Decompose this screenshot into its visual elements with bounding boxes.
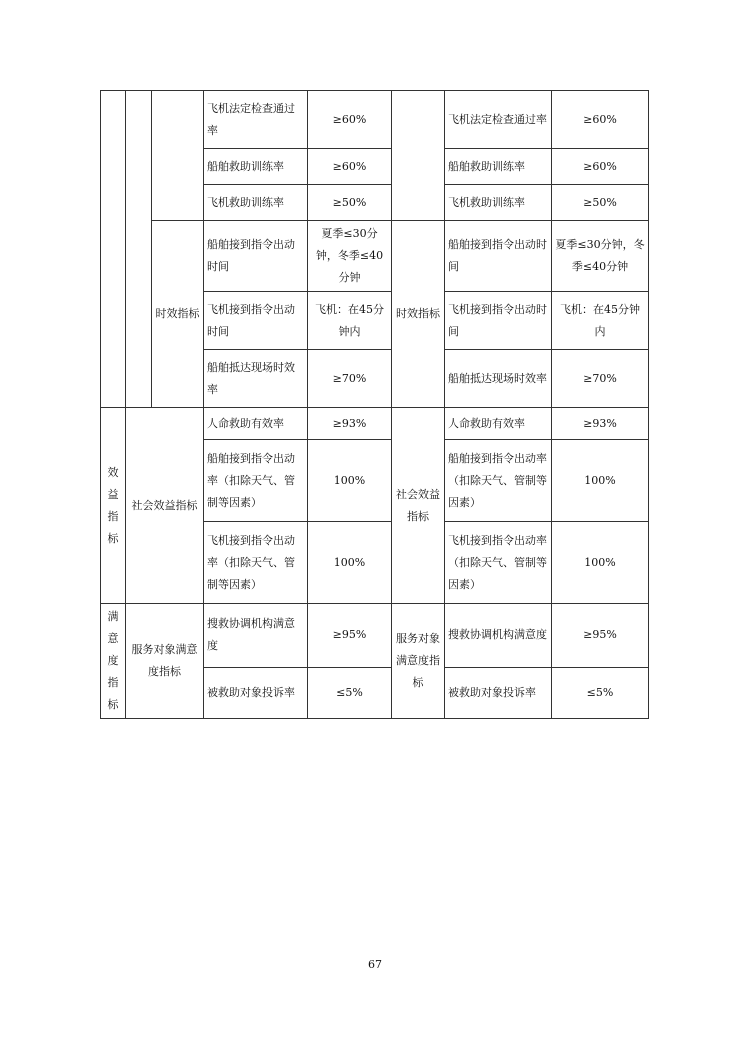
performance-indicator-table	[100, 90, 649, 719]
indicator-value-right: ≥60%	[552, 149, 649, 185]
timeliness-category-right: 时效指标	[392, 221, 445, 408]
blank-cell	[152, 91, 204, 221]
indicator-value-right: ≥60%	[552, 91, 649, 149]
indicator-value-right: 100%	[552, 440, 649, 522]
indicator-name-right: 船舶接到指令出动时间	[445, 221, 552, 292]
indicator-value-left: 飞机：在45分钟内	[308, 292, 392, 350]
social-category-left: 社会效益指标	[126, 408, 204, 604]
indicator-value-right: ≥70%	[552, 350, 649, 408]
indicator-value-right: 飞机：在45分钟内	[552, 292, 649, 350]
indicator-name-right: 船舶接到指令出动率（扣除天气、管制等因素）	[445, 440, 552, 522]
blank-cell	[101, 91, 126, 408]
indicator-value-right: 夏季≤30分钟，冬季≤40分钟	[552, 221, 649, 292]
indicator-value-left: ≥70%	[308, 350, 392, 408]
blank-cell	[392, 91, 445, 221]
indicator-name-right: 搜救协调机构满意度	[445, 604, 552, 668]
indicator-name-left: 船舶抵达现场时效率	[204, 350, 308, 408]
service-category-right: 服务对象满意度指标	[392, 604, 445, 719]
indicator-name-left: 飞机接到指令出动率（扣除天气、管制等因素）	[204, 522, 308, 604]
indicator-name-left: 飞机救助训练率	[204, 185, 308, 221]
indicator-value-left: ≥95%	[308, 604, 392, 668]
indicator-name-right: 船舶救助训练率	[445, 149, 552, 185]
indicator-name-right: 飞机接到指令出动时间	[445, 292, 552, 350]
table-row	[101, 91, 649, 149]
indicator-value-right: ≥50%	[552, 185, 649, 221]
indicator-name-left: 被救助对象投诉率	[204, 667, 308, 718]
satisfaction-category: 满意度指标	[101, 604, 126, 719]
indicator-name-left: 人命救助有效率	[204, 408, 308, 440]
indicator-name-left: 船舶救助训练率	[204, 149, 308, 185]
indicator-name-left: 搜救协调机构满意度	[204, 604, 308, 668]
indicator-name-left: 船舶接到指令出动率（扣除天气、管制等因素）	[204, 440, 308, 522]
table-row	[101, 408, 649, 440]
table-row	[101, 221, 649, 292]
benefit-category: 效益指标	[101, 408, 126, 604]
table-row	[101, 604, 649, 668]
indicator-name-left: 飞机接到指令出动时间	[204, 292, 308, 350]
blank-cell	[126, 91, 152, 408]
timeliness-category-left: 时效指标	[152, 221, 204, 408]
indicator-value-right: ≥95%	[552, 604, 649, 668]
indicator-name-left: 飞机法定检查通过率	[204, 91, 308, 149]
indicator-value-left: ≥60%	[308, 149, 392, 185]
indicator-value-left: ≥60%	[308, 91, 392, 149]
service-category-left: 服务对象满意度指标	[126, 604, 204, 719]
indicator-value-right: 100%	[552, 522, 649, 604]
indicator-name-right: 被救助对象投诉率	[445, 667, 552, 718]
social-category-right: 社会效益指标	[392, 408, 445, 604]
indicator-value-left: ≥93%	[308, 408, 392, 440]
page-number: 67	[368, 958, 382, 971]
indicator-name-right: 飞机接到指令出动率（扣除天气、管制等因素）	[445, 522, 552, 604]
indicator-value-left: ≤5%	[308, 667, 392, 718]
indicator-name-right: 人命救助有效率	[445, 408, 552, 440]
indicator-value-left: 100%	[308, 522, 392, 604]
indicator-name-left: 船舶接到指令出动时间	[204, 221, 308, 292]
indicator-value-left: ≥50%	[308, 185, 392, 221]
indicator-value-right: ≥93%	[552, 408, 649, 440]
indicator-name-right: 飞机法定检查通过率	[445, 91, 552, 149]
indicator-name-right: 飞机救助训练率	[445, 185, 552, 221]
indicator-name-right: 船舶抵达现场时效率	[445, 350, 552, 408]
indicator-value-right: ≤5%	[552, 667, 649, 718]
indicator-value-left: 夏季≤30分钟，冬季≤40分钟	[308, 221, 392, 292]
indicator-value-left: 100%	[308, 440, 392, 522]
